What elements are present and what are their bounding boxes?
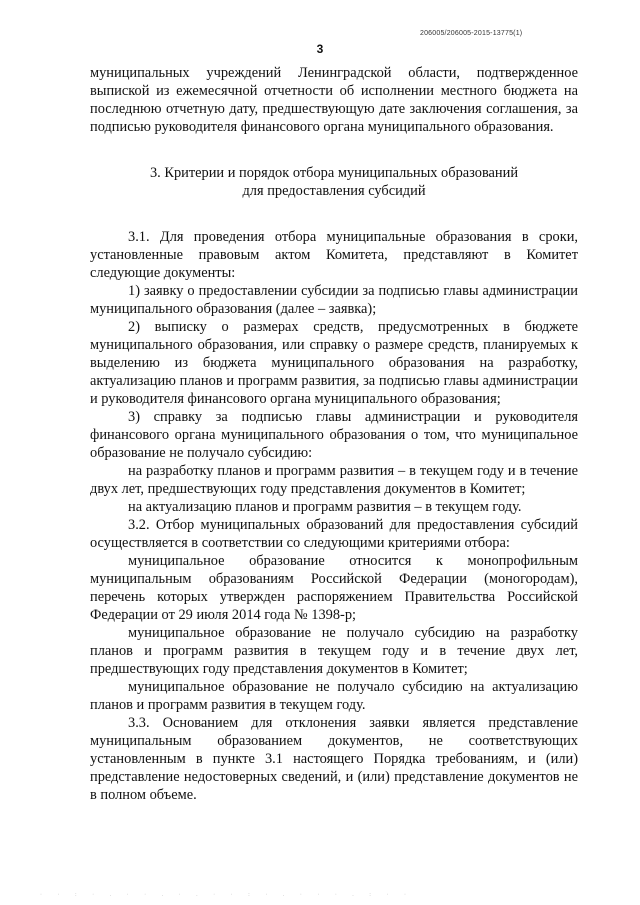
paragraph-3-1-item-3-b: на актуализацию планов и программ развития – в текущем году. [128,499,522,515]
paragraph-3-1-item-2: 2) выписку о размерах средств, предусмотренных в бюджете муниципального образования, или справку о размере средств, планируемых к выделению из бюджета муниципального образования на разработку, актуализацию планов и программ развития, за подписью главы администрации и руководителя финансового органа муниципального образования; [90,319,578,407]
paragraph-3-1: 3.1. Для проведения отбора муниципальные образования в сроки, установленные правовым актом Комитета, представляют в Комитет следующие документы: [90,229,578,281]
paragraph-3-2-criterion-3: муниципальное образование не получало субсидию на актуализацию планов и программ развития в текущем году. [90,679,578,713]
section-heading-line-2: для предоставления субсидий [242,183,426,199]
paragraph-3-2-criterion-1: муниципальное образование относится к монопрофильным муниципальным образованиям Российской Федерации (моногородам), перечень которых утвержден распоряжением Правительства Российской Федерации от 29 июля 2014 года № 1398-р; [90,553,578,623]
scan-artifacts: · · : · . · · . · . · · : · . · · · . : · · [40,892,413,898]
paragraph-intro: муниципальных учреждений Ленинградской области, подтвержденное выпиской из ежемесячной отчетности об исполнении местного бюджета на последнюю отчетную дату, предшествующую дате заключения соглашения, за подписью руководителя финансового органа муниципального образования. [90,65,578,135]
document-body [90,64,578,804]
paragraph-3-1-item-3: 3) справку за подписью главы администрации и руководителя финансового органа муниципального образования о том, что муниципальное образование не получало субсидию: [90,409,578,461]
paragraph-3-1-item-3-a: на разработку планов и программ развития – в текущем году и в течение двух лет, предшествующих году представления документов в Комитет; [90,463,578,497]
section-heading-line-1: 3. Критерии и порядок отбора муниципальных образований [149,165,519,181]
paragraph-3-2-criterion-2: муниципальное образование не получало субсидию на разработку планов и программ развития в текущем году и в течение двух лет, предшествующих году представления документов в Комитет; [90,625,578,677]
paragraph-3-3: 3.3. Основанием для отклонения заявки является представление муниципальным образованием документов, не соответствующих установленным в пункте 3.1 настоящего Порядка требованиям, и (или) представление недостоверных сведений, и (или) представление документов не в полном объеме. [90,715,578,803]
paragraph-3-1-item-1: 1) заявку о предоставлении субсидии за подписью главы администрации муниципального образования (далее – заявка); [90,283,578,317]
document-id: 206005/206005-2015-13775(1) [420,30,523,37]
page-number: 3 [316,42,324,56]
paragraph-3-2: 3.2. Отбор муниципальных образований для предоставления субсидий осуществляется в соответствии со следующими критериями отбора: [90,517,578,551]
